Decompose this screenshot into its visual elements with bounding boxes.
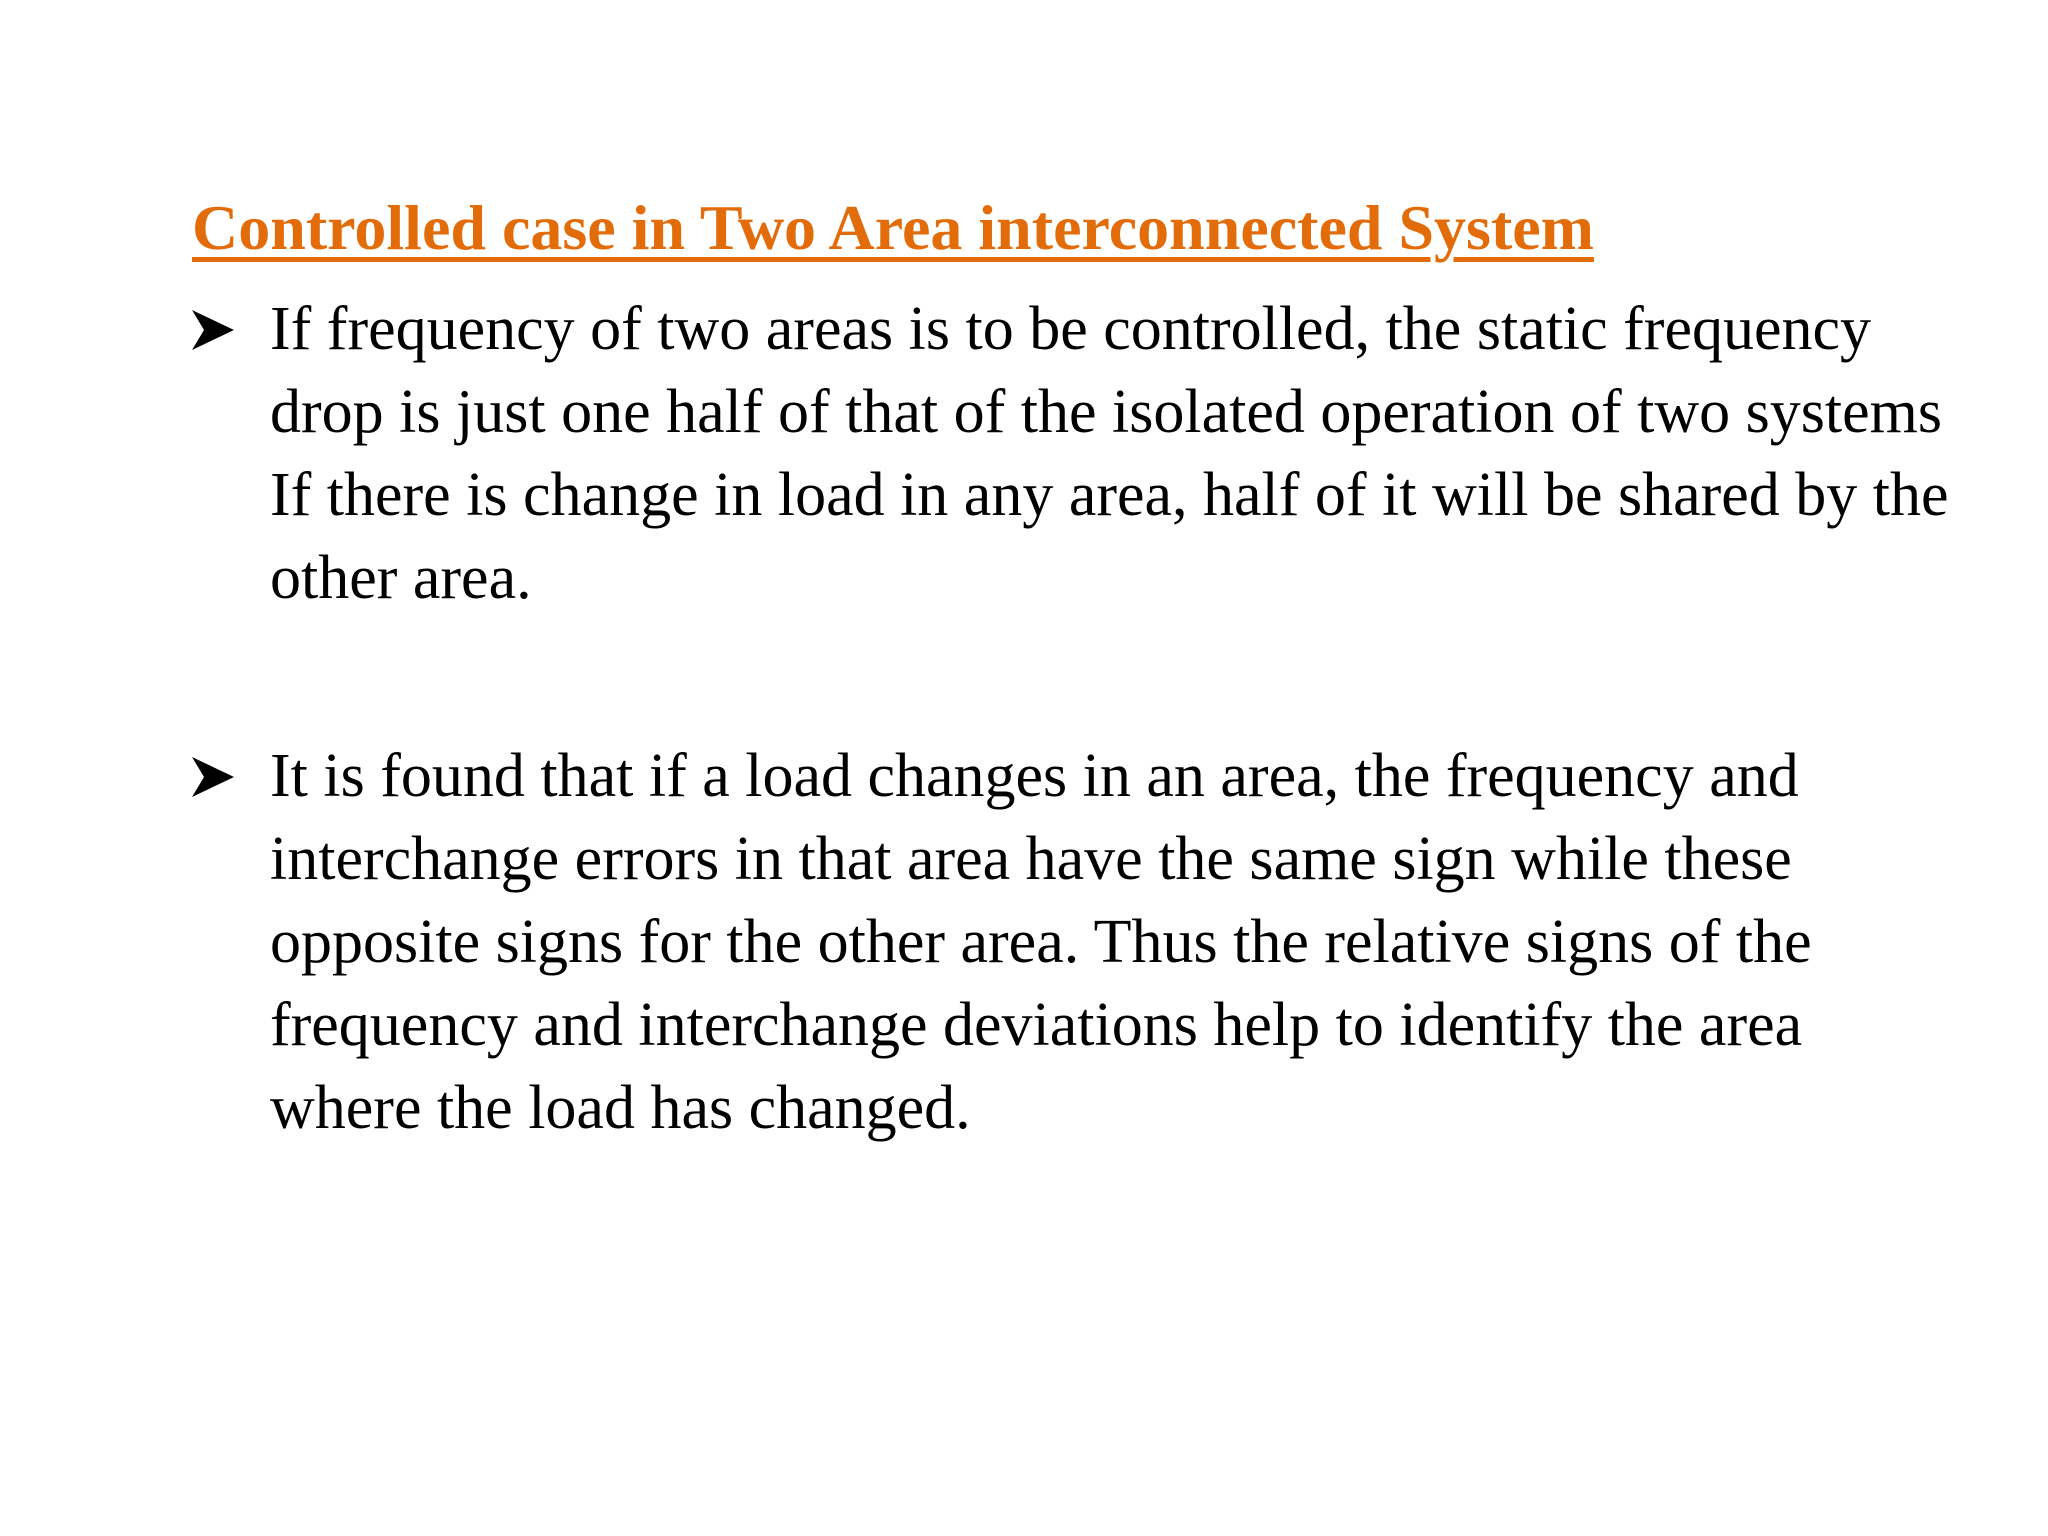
bullet-text: If frequency of two areas is to be controlled, the static frequency drop is just one half of that of the isolated operation of two systems If there is change in load in any area, half of it will be shared by the other area. — [270, 295, 1949, 612]
arrow-bullet-icon — [192, 310, 234, 350]
arrow-bullet-icon — [192, 757, 234, 797]
slide-title: Controlled case in Two Area interconnected System — [192, 192, 1594, 263]
bullet-text: It is found that if a load changes in an area, the frequency and interchange errors in that area have the same sign while these opposite signs for the other area. Thus the relative signs of the frequency and interchange deviations help to identify the area where the load has changed. — [270, 742, 1812, 1142]
bullet-list — [192, 288, 1952, 1150]
bullet-item — [192, 288, 1952, 620]
bullet-item — [192, 735, 1952, 1150]
